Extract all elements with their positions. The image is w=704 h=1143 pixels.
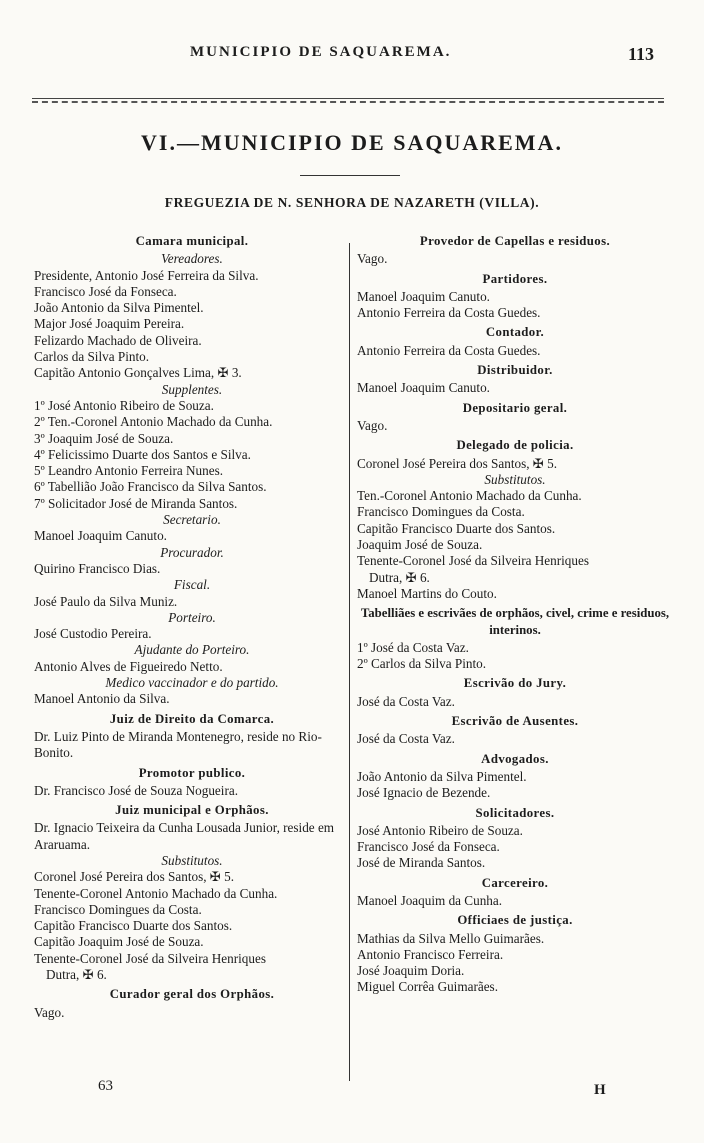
- entry-line: 1º José da Costa Vaz.: [357, 639, 469, 655]
- section-heading: Juiz municipal e Orphãos.: [115, 803, 269, 818]
- entry-line: Capitão Francisco Duarte dos Santos.: [34, 918, 233, 934]
- subheading: Secretario.: [163, 512, 221, 528]
- entry-line: José Joaquim Doria.: [357, 963, 465, 979]
- column-divider: [349, 243, 350, 1081]
- entry-line: José Ignacio de Bezende.: [357, 785, 491, 801]
- left-column: [34, 230, 350, 1021]
- subheading: Procurador.: [160, 544, 224, 560]
- entry-line: José Custodio Pereira.: [34, 626, 152, 642]
- entry-line: Antonio Alves de Figueiredo Netto.: [34, 658, 223, 674]
- footer-letter: H: [594, 1082, 606, 1098]
- section-heading: Depositario geral.: [462, 400, 568, 415]
- entry-line: Ten.-Coronel Antonio Machado da Cunha.: [357, 488, 582, 504]
- entry-line: Manoel Joaquim Canuto.: [357, 288, 490, 304]
- section-heading: Provedor de Capellas e residuos.: [419, 234, 611, 248]
- subheading: Substitutos.: [484, 471, 546, 487]
- entry-line: Francisco José da Fonseca.: [34, 283, 177, 299]
- section-heading: Curador geral dos Orphãos.: [109, 987, 275, 1002]
- running-header-title: MUNICIPIO DE SAQUAREMA.: [190, 44, 452, 60]
- entry-line: Coronel José Pereira dos Santos, ✠ 5.: [357, 455, 558, 471]
- subheading: Ajudante do Porteiro.: [134, 642, 250, 658]
- header-rule: [32, 98, 664, 99]
- entry-line: Vago.: [357, 251, 388, 267]
- entry-line: Carlos da Silva Pinto.: [34, 349, 150, 365]
- entry-line: 6º Tabellião João Francisco da Silva Santos.: [34, 479, 267, 495]
- parish-title: FREGUEZIA DE N. SENHORA DE NAZARETH (VILLA).: [164, 195, 540, 210]
- section-heading: Distribuidor.: [477, 363, 553, 378]
- right-column: [357, 230, 673, 996]
- entry-line: Manoel Joaquim da Cunha.: [357, 892, 503, 908]
- entry-line: Francisco José da Fonseca.: [357, 839, 500, 855]
- subheading: Supplentes.: [161, 381, 223, 397]
- section-heading: Camara municipal.: [135, 234, 249, 248]
- entry-line: José de Miranda Santos.: [357, 855, 486, 871]
- entry-line: José da Costa Vaz.: [357, 731, 455, 747]
- entry-line: Antonio Ferreira da Costa Guedes.: [357, 305, 541, 321]
- entry-line: Felizardo Machado de Oliveira.: [34, 332, 202, 348]
- section-heading: Advogados.: [481, 751, 549, 766]
- entry-line: 3º Joaquim José de Souza.: [34, 430, 174, 446]
- entry-line: 5º Leandro Antonio Ferreira Nunes.: [34, 463, 224, 479]
- entry-line: 7º Solicitador José de Miranda Santos.: [34, 495, 238, 511]
- subheading: Porteiro.: [168, 609, 216, 625]
- entry-line: José da Costa Vaz.: [357, 693, 455, 709]
- entry-line: José Antonio Ribeiro de Souza.: [357, 822, 523, 838]
- entry-line: Antonio Ferreira da Costa Guedes.: [357, 342, 541, 358]
- section-heading: Solicitadores.: [475, 805, 555, 820]
- entry-line: Manoel Joaquim Canuto.: [34, 528, 167, 544]
- subheading: Vereadores.: [161, 251, 223, 267]
- entry-line: José Paulo da Silva Muniz.: [34, 593, 178, 609]
- section-heading: Escrivão do Jury.: [463, 676, 567, 691]
- section-heading: Promotor publico.: [138, 765, 246, 780]
- entry-line: Tenente-Coronel José da Silveira Henriques: [357, 553, 589, 569]
- entry-line: Quirino Francisco Dias.: [34, 560, 161, 576]
- section-heading: Partidores.: [482, 271, 548, 286]
- entry-line: 4º Felicissimo Duarte dos Santos e Silva.: [34, 446, 251, 462]
- header-rule-ornament: [32, 101, 664, 103]
- section-heading: Contador.: [485, 325, 545, 340]
- entry-line: Presidente, Antonio José Ferreira da Silva.: [34, 267, 259, 283]
- entry-line: Vago.: [357, 417, 388, 433]
- entry-continuation: Dutra, ✠ 6.: [369, 569, 430, 585]
- entry-paragraph: Dr. Luiz Pinto de Miranda Montenegro, reside no Rio-Bonito.: [34, 728, 322, 761]
- section-title: VI.—MUNICIPIO DE SAQUAREMA.: [141, 130, 563, 155]
- entry-line: Antonio Francisco Ferreira.: [357, 946, 504, 962]
- section-heading: Juiz de Direito da Comarca.: [109, 711, 275, 726]
- subheading: Fiscal.: [173, 577, 211, 593]
- entry-line: 1º José Antonio Ribeiro de Souza.: [34, 397, 214, 413]
- title-rule: [300, 175, 400, 176]
- entry-line: Francisco Domingues da Costa.: [357, 504, 525, 520]
- entry-line: Capitão Antonio Gonçalves Lima, ✠ 3.: [34, 365, 242, 381]
- entry-line: Manoel Antonio da Silva.: [34, 691, 170, 707]
- entry-line: João Antonio da Silva Pimentel.: [357, 768, 527, 784]
- entry-line: Major José Joaquim Pereira.: [34, 316, 185, 332]
- entry-line: Joaquim José de Souza.: [357, 537, 483, 553]
- entry-line: 2º Ten.-Coronel Antonio Machado da Cunha.: [34, 414, 273, 430]
- section-heading: Tabelliães e escrivães de orphãos, civel, crime e residuos, interinos.: [360, 606, 670, 637]
- entry-line: Vago.: [34, 1004, 65, 1020]
- entry-line: Francisco Domingues da Costa.: [34, 901, 202, 917]
- entry-line: Dr. Francisco José de Souza Nogueira.: [34, 782, 238, 798]
- section-heading: Carcereiro.: [481, 875, 549, 890]
- footer-signature: 63: [98, 1078, 113, 1094]
- section-heading: Delegado de policia.: [456, 438, 574, 453]
- entry-line: Capitão Joaquim José de Souza.: [34, 934, 204, 950]
- section-heading: Escrivão de Ausentes.: [451, 714, 579, 729]
- entry-line: Mathias da Silva Mello Guimarães.: [357, 930, 545, 946]
- entry-line: Manoel Joaquim Canuto.: [357, 380, 490, 396]
- section-heading: Officiaes de justiça.: [457, 913, 573, 928]
- entry-paragraph: Dr. Ignacio Teixeira da Cunha Lousada Junior, reside em Araruama.: [34, 820, 335, 852]
- subheading: Substitutos.: [161, 852, 223, 868]
- page-number: 113: [628, 44, 655, 64]
- entry-line: Tenente-Coronel José da Silveira Henriques: [34, 950, 266, 966]
- entry-line: Coronel José Pereira dos Santos, ✠ 5.: [34, 869, 235, 885]
- entry-line: João Antonio da Silva Pimentel.: [34, 300, 204, 316]
- entry-line: 2º Carlos da Silva Pinto.: [357, 656, 487, 672]
- entry-line: Miguel Corrêa Guimarães.: [357, 979, 498, 995]
- entry-line: Tenente-Coronel Antonio Machado da Cunha.: [34, 885, 278, 901]
- entry-line: Capitão Francisco Duarte dos Santos.: [357, 520, 556, 536]
- entry-continuation: Dutra, ✠ 6.: [46, 967, 107, 983]
- subheading: Medico vaccinador e do partido.: [105, 675, 279, 691]
- entry-line: Manoel Martins do Couto.: [357, 585, 497, 601]
